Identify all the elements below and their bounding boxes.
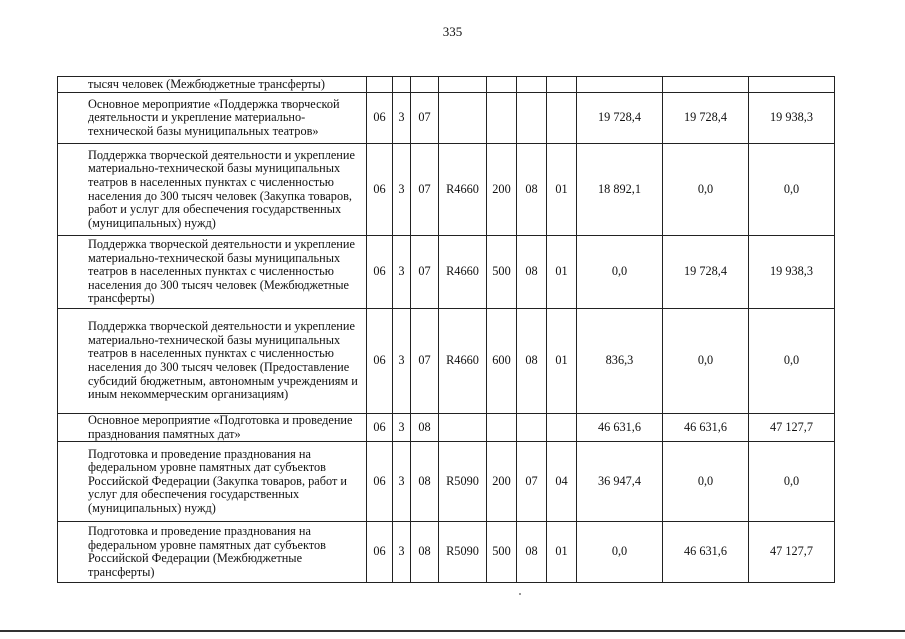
table-row (58, 442, 835, 522)
code-cell-c5 (487, 93, 517, 144)
code-cell-c6: 07 (517, 442, 547, 522)
row-description (58, 236, 367, 309)
code-cell-c6 (517, 93, 547, 144)
row-description (58, 93, 367, 144)
code-cell-c2: 3 (393, 144, 411, 236)
code-cell-c2: 3 (393, 442, 411, 522)
amount-cell-v1: 19 728,4 (577, 93, 663, 144)
code-cell-c7: 01 (547, 522, 577, 583)
row-description-text: Основное мероприятие «Подготовка и проведение празднования памятных дат» (88, 413, 353, 441)
code-cell-c6 (517, 77, 547, 93)
row-description (58, 77, 367, 93)
row-description-text: Поддержка творческой деятельности и укрепление материально-технической базы муниципальных театров в населенных пунктах с численностью населения до 300 тысяч человек (Предоставление субсидий бюджетным, автономным учреждениям и иным некоммерческим организациям) (88, 319, 358, 402)
code-cell-c4 (439, 414, 487, 442)
row-description-text: Основное мероприятие «Поддержка творческой деятельности и укрепление материально-технической базы муниципальных театров» (88, 96, 340, 138)
amount-cell-v3: 47 127,7 (749, 522, 835, 583)
code-cell-c6: 08 (517, 522, 547, 583)
code-cell-c7 (547, 93, 577, 144)
code-cell-c1 (367, 77, 393, 93)
scan-speck (519, 593, 521, 595)
code-cell-c1: 06 (367, 93, 393, 144)
code-cell-c5: 600 (487, 309, 517, 414)
row-description-text: тысяч человек (Межбюджетные трансферты) (88, 77, 325, 92)
amount-cell-v1: 0,0 (577, 236, 663, 309)
amount-cell-v2: 46 631,6 (663, 414, 749, 442)
code-cell-c3: 07 (411, 309, 439, 414)
table-row (58, 309, 835, 414)
code-cell-c6: 08 (517, 236, 547, 309)
code-cell-c3: 07 (411, 236, 439, 309)
code-cell-c4: R5090 (439, 522, 487, 583)
amount-cell-v2: 0,0 (663, 442, 749, 522)
row-description (58, 442, 367, 522)
code-cell-c2: 3 (393, 414, 411, 442)
code-cell-c1: 06 (367, 236, 393, 309)
amount-cell-v2: 46 631,6 (663, 522, 749, 583)
code-cell-c3: 07 (411, 93, 439, 144)
code-cell-c7: 04 (547, 442, 577, 522)
table-row (58, 93, 835, 144)
row-description (58, 309, 367, 414)
code-cell-c3 (411, 77, 439, 93)
table-row (58, 522, 835, 583)
code-cell-c2: 3 (393, 309, 411, 414)
code-cell-c1: 06 (367, 144, 393, 236)
code-cell-c5: 200 (487, 442, 517, 522)
code-cell-c6 (517, 414, 547, 442)
amount-cell-v3 (749, 77, 835, 93)
code-cell-c7: 01 (547, 236, 577, 309)
code-cell-c5: 500 (487, 522, 517, 583)
code-cell-c6: 08 (517, 309, 547, 414)
code-cell-c4: R4660 (439, 309, 487, 414)
row-description (58, 144, 367, 236)
code-cell-c5 (487, 414, 517, 442)
amount-cell-v1: 0,0 (577, 522, 663, 583)
code-cell-c5: 500 (487, 236, 517, 309)
page-bottom-edge (0, 630, 905, 632)
code-cell-c3: 08 (411, 442, 439, 522)
code-cell-c1: 06 (367, 414, 393, 442)
code-cell-c2 (393, 77, 411, 93)
amount-cell-v1: 36 947,4 (577, 442, 663, 522)
amount-cell-v3: 0,0 (749, 144, 835, 236)
code-cell-c1: 06 (367, 442, 393, 522)
amount-cell-v3: 0,0 (749, 442, 835, 522)
row-description-text: Поддержка творческой деятельности и укрепление материально-технической базы муниципальных театров в населенных пунктах с численностью населения до 300 тысяч человек (Межбюджетные трансферты) (88, 237, 355, 306)
row-description-text: Подготовка и проведение празднования на федеральном уровне памятных дат субъектов Российской Федерации (Межбюджетные трансферты) (88, 524, 326, 579)
code-cell-c4: R4660 (439, 236, 487, 309)
row-description-text: Поддержка творческой деятельности и укрепление материально-технической базы муниципальных театров в населенных пунктах с численностью населения до 300 тысяч человек (Закупка товаров, работ и услуг для обеспечения государственных (муниципальных) нужд) (88, 147, 355, 230)
amount-cell-v3: 0,0 (749, 309, 835, 414)
amount-cell-v3: 47 127,7 (749, 414, 835, 442)
table-row (58, 77, 835, 93)
amount-cell-v2 (663, 77, 749, 93)
amount-cell-v1: 18 892,1 (577, 144, 663, 236)
code-cell-c7: 01 (547, 144, 577, 236)
code-cell-c1: 06 (367, 309, 393, 414)
amount-cell-v2: 19 728,4 (663, 93, 749, 144)
amount-cell-v2: 19 728,4 (663, 236, 749, 309)
code-cell-c1: 06 (367, 522, 393, 583)
code-cell-c4 (439, 77, 487, 93)
table-row (58, 144, 835, 236)
code-cell-c6: 08 (517, 144, 547, 236)
code-cell-c5 (487, 77, 517, 93)
budget-table (57, 76, 835, 583)
code-cell-c2: 3 (393, 236, 411, 309)
code-cell-c7 (547, 414, 577, 442)
amount-cell-v2: 0,0 (663, 144, 749, 236)
amount-cell-v3: 19 938,3 (749, 93, 835, 144)
amount-cell-v1 (577, 77, 663, 93)
amount-cell-v2: 0,0 (663, 309, 749, 414)
row-description (58, 522, 367, 583)
page-number: 335 (442, 24, 463, 39)
code-cell-c3: 08 (411, 522, 439, 583)
code-cell-c3: 08 (411, 414, 439, 442)
table-row (58, 236, 835, 309)
code-cell-c3: 07 (411, 144, 439, 236)
code-cell-c5: 200 (487, 144, 517, 236)
code-cell-c4: R5090 (439, 442, 487, 522)
code-cell-c2: 3 (393, 93, 411, 144)
code-cell-c4: R4660 (439, 144, 487, 236)
code-cell-c2: 3 (393, 522, 411, 583)
table-row (58, 414, 835, 442)
code-cell-c7 (547, 77, 577, 93)
row-description (58, 414, 367, 442)
code-cell-c7: 01 (547, 309, 577, 414)
row-description-text: Подготовка и проведение празднования на федеральном уровне памятных дат субъектов Российской Федерации (Закупка товаров, работ и услуг для обеспечения государственных (муниципальных) нужд) (88, 446, 347, 516)
amount-cell-v1: 836,3 (577, 309, 663, 414)
amount-cell-v3: 19 938,3 (749, 236, 835, 309)
amount-cell-v1: 46 631,6 (577, 414, 663, 442)
code-cell-c4 (439, 93, 487, 144)
